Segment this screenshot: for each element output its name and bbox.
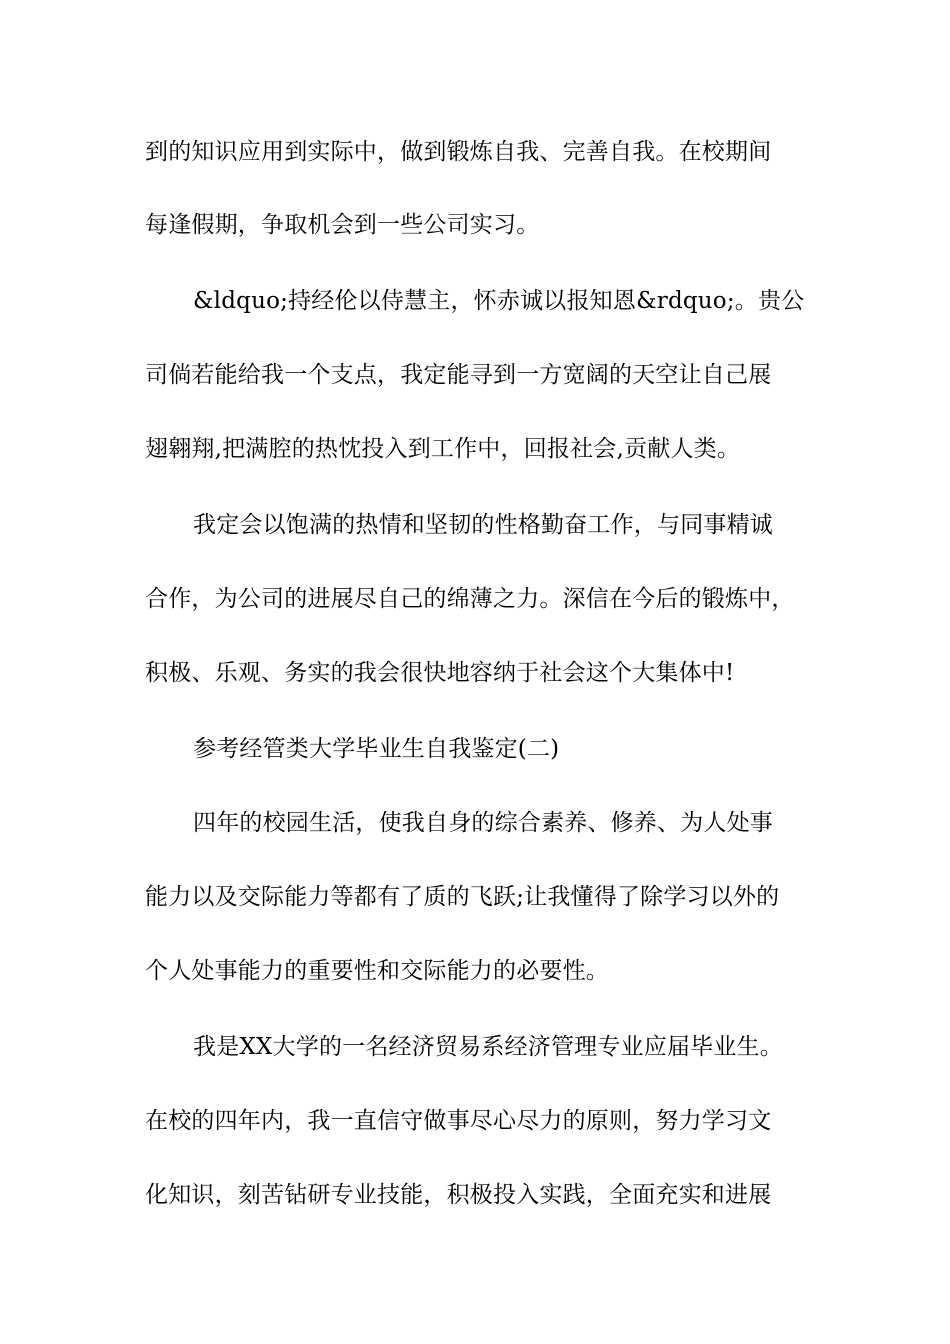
paragraph-line: 我定会以饱满的热情和坚韧的性格勤奋工作，与同事精诚 <box>193 512 773 538</box>
paragraph-line: 个人处事能力的重要性和交际能力的必要性。 <box>145 958 609 984</box>
paragraph-line: 在校的四年内，我一直信守做事尽心尽力的原则，努力学习文 <box>145 1108 772 1134</box>
paragraph-line: &ldquo;持经伦以侍慧主，怀赤诚以报知恩&rdquo;。贵公 <box>193 288 805 314</box>
paragraph-line: 到的知识应用到实际中，做到锻炼自我、完善自我。在校期间 <box>145 139 772 165</box>
paragraph-line: 化知识，刻苦钻研专业技能，积极投入实践，全面充实和进展 <box>145 1182 772 1208</box>
paragraph-line: 司倘若能给我一个支点，我定能寻到一方宽阔的天空让自己展 <box>145 362 772 388</box>
section-heading: 参考经管类大学毕业生自我鉴定(二) <box>193 736 560 762</box>
paragraph-line: 四年的校园生活，使我自身的综合素养、修养、为人处事 <box>193 810 773 836</box>
paragraph-line: 翅翱翔,把满腔的热忱投入到工作中，回报社会,贡献人类。 <box>145 436 741 462</box>
paragraph-line: 能力以及交际能力等都有了质的飞跃;让我懂得了除学习以外的 <box>145 884 780 910</box>
paragraph-line: 我是XX大学的一名经济贸易系经济管理专业应届毕业生。 <box>193 1034 783 1060</box>
paragraph-line: 积极、乐观、务实的我会很快地容纳于社会这个大集体中! <box>145 660 735 686</box>
paragraph-line: 合作，为公司的进展尽自己的绵薄之力。深信在今后的锻炼中， <box>145 586 795 612</box>
paragraph-line: 每逢假期，争取机会到一些公司实习。 <box>145 212 540 238</box>
